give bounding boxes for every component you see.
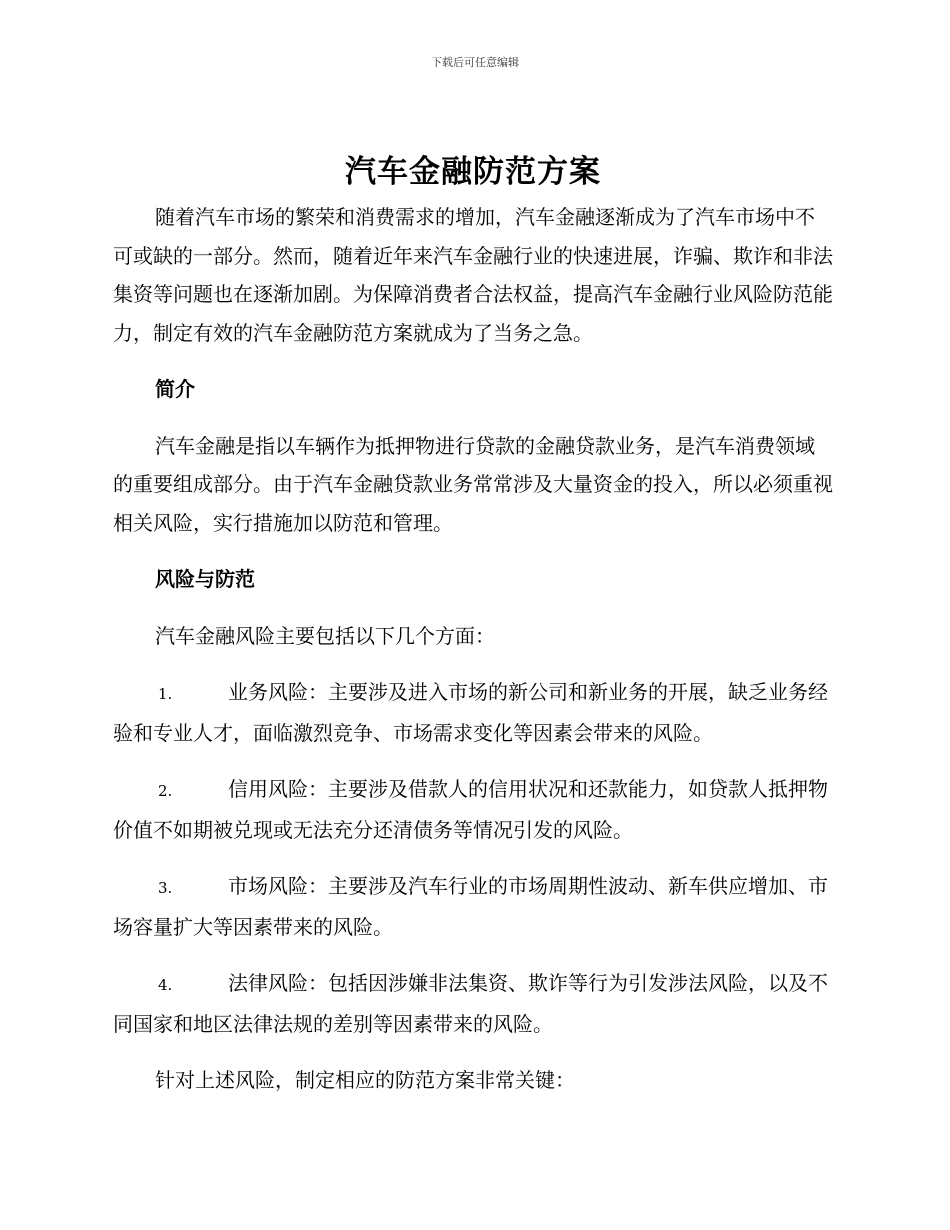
list-item (113, 673, 833, 752)
list-text: 市场风险：主要涉及汽车行业的市场周期性波动、新车供应增加、市场容量扩大等因素带来的风险。 (113, 874, 828, 939)
list-number: 4. (158, 976, 173, 994)
intro-paragraph: 随着汽车市场的繁荣和消费需求的增加，汽车金融逐渐成为了汽车市场中不可或缺的一部分。然而，随着近年来汽车金融行业的快速进展，诈骗、欺诈和非法集资等问题也在逐渐加剧。为保障消费者合法权益，提高汽车金融行业风险防范能力，制定有效的汽车金融防范方案就成为了当务之急。 (113, 205, 833, 345)
list-number: 2. (158, 782, 173, 800)
list-text: 业务风险：主要涉及进入市场的新公司和新业务的开展，缺乏业务经验和专业人才，面临激烈竞争、市场需求变化等因素会带来的风险。 (113, 680, 828, 745)
list-item (113, 770, 833, 849)
header-note: 下载后可任意编辑 (431, 56, 519, 69)
list-text: 法律风险：包括因涉嫌非法集资、欺诈等行为引发涉法风险，以及不同国家和地区法律法规的差别等因素带来的风险。 (113, 971, 828, 1036)
section-heading-intro: 简介 (155, 377, 195, 401)
list-number: 3. (158, 879, 173, 897)
document-body (113, 150, 833, 1100)
page-title: 汽车金融防范方案 (345, 154, 601, 190)
list-item (113, 867, 833, 946)
list-text: 信用风险：主要涉及借款人的信用状况和还款能力，如贷款人抵押物价值不如期被兑现或无法充分还清债务等情况引发的风险。 (113, 777, 828, 842)
section-heading-risk: 风险与防范 (155, 567, 255, 591)
list-item (113, 964, 833, 1043)
intro-section-paragraph: 汽车金融是指以车辆作为抵押物进行贷款的金融贷款业务，是汽车消费领域的重要组成部分。由于汽车金融贷款业务常常涉及大量资金的投入，所以必须重视相关风险，实行措施加以防范和管理。 (113, 433, 833, 535)
risk-lead-paragraph: 汽车金融风险主要包括以下几个方面： (155, 623, 495, 648)
closing-paragraph: 针对上述风险，制定相应的防范方案非常关键： (155, 1068, 575, 1092)
list-number: 1. (158, 685, 173, 703)
